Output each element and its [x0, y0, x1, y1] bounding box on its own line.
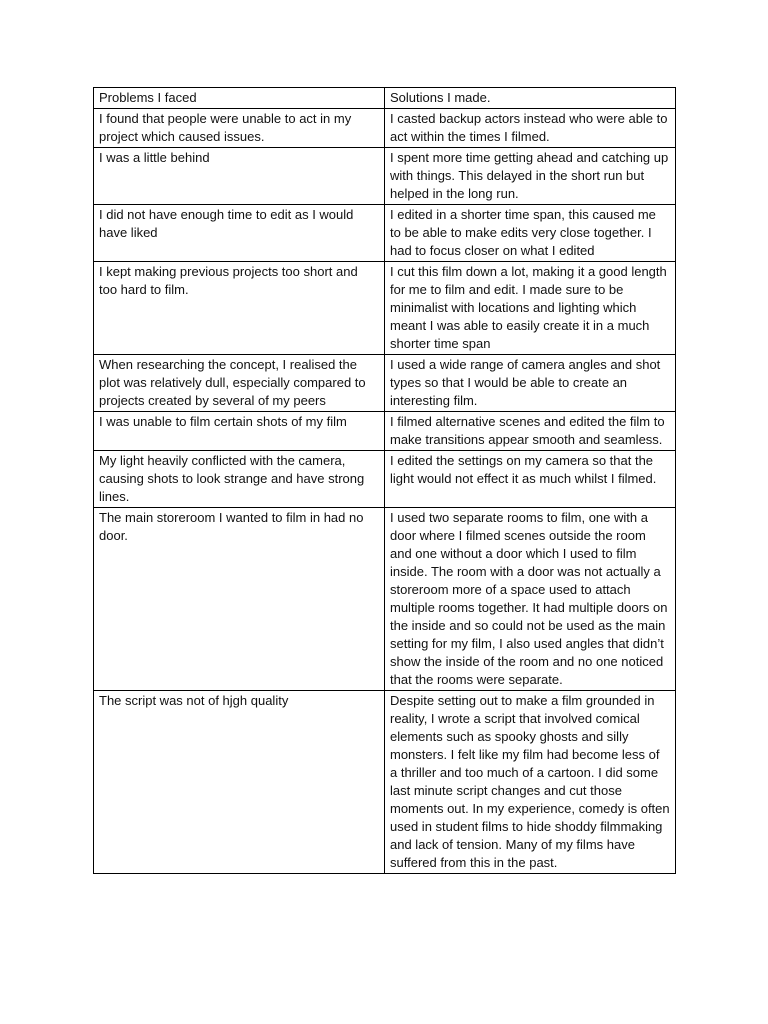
table-row: [94, 109, 676, 148]
solution-cell: I edited in a shorter time span, this caused me to be able to make edits very close together. I had to focus closer on what I edited: [385, 205, 676, 262]
problem-cell: When researching the concept, I realised the plot was relatively dull, especially compared to projects created by several of my peers: [94, 355, 385, 412]
table-row: [94, 262, 676, 355]
solution-cell: I spent more time getting ahead and catching up with things. This delayed in the short run but helped in the long run.: [385, 148, 676, 205]
table-row: [94, 508, 676, 691]
table-header-row: [94, 88, 676, 109]
solution-cell: I used a wide range of camera angles and shot types so that I would be able to create an interesting film.: [385, 355, 676, 412]
solution-cell: I filmed alternative scenes and edited the film to make transitions appear smooth and seamless.: [385, 412, 676, 451]
problem-cell: I was a little behind: [94, 148, 385, 205]
table-row: [94, 205, 676, 262]
solution-cell: I used two separate rooms to film, one with a door where I filmed scenes outside the room and one without a door which I used to film inside. The room with a door was not actually a storeroom more of a space used to attach multiple rooms together. It had multiple doors on the inside and so could not be used as the main setting for my film, I also used angles that didn’t show the inside of the room and no one noticed that the rooms were separate.: [385, 508, 676, 691]
header-problems: Problems I faced: [94, 88, 385, 109]
solution-cell: I cut this film down a lot, making it a good length for me to film and edit. I made sure to be minimalist with locations and lighting which meant I was able to easily create it in a much shorter time span: [385, 262, 676, 355]
table-row: [94, 412, 676, 451]
problem-cell: I was unable to film certain shots of my film: [94, 412, 385, 451]
table-row: [94, 148, 676, 205]
table-row: [94, 355, 676, 412]
problem-cell: I did not have enough time to edit as I would have liked: [94, 205, 385, 262]
problem-cell: The main storeroom I wanted to film in had no door.: [94, 508, 385, 691]
table-row: [94, 451, 676, 508]
problem-cell: I found that people were unable to act in my project which caused issues.: [94, 109, 385, 148]
problems-solutions-table: [93, 87, 676, 874]
solution-cell: I edited the settings on my camera so that the light would not effect it as much whilst I filmed.: [385, 451, 676, 508]
problem-cell: I kept making previous projects too short and too hard to film.: [94, 262, 385, 355]
problem-cell: My light heavily conflicted with the camera, causing shots to look strange and have strong lines.: [94, 451, 385, 508]
header-solutions: Solutions I made.: [385, 88, 676, 109]
solution-cell: I casted backup actors instead who were able to act within the times I filmed.: [385, 109, 676, 148]
table-row: [94, 691, 676, 874]
document-page: [93, 87, 675, 874]
solution-cell: Despite setting out to make a film grounded in reality, I wrote a script that involved comical elements such as spooky ghosts and silly monsters. I felt like my film had become less of a thriller and too much of a cartoon. I did some last minute script changes and cut those moments out. In my experience, comedy is often used in student films to hide shoddy filmmaking and lack of tension. Many of my films have suffered from this in the past.: [385, 691, 676, 874]
problem-cell: The script was not of hjgh quality: [94, 691, 385, 874]
